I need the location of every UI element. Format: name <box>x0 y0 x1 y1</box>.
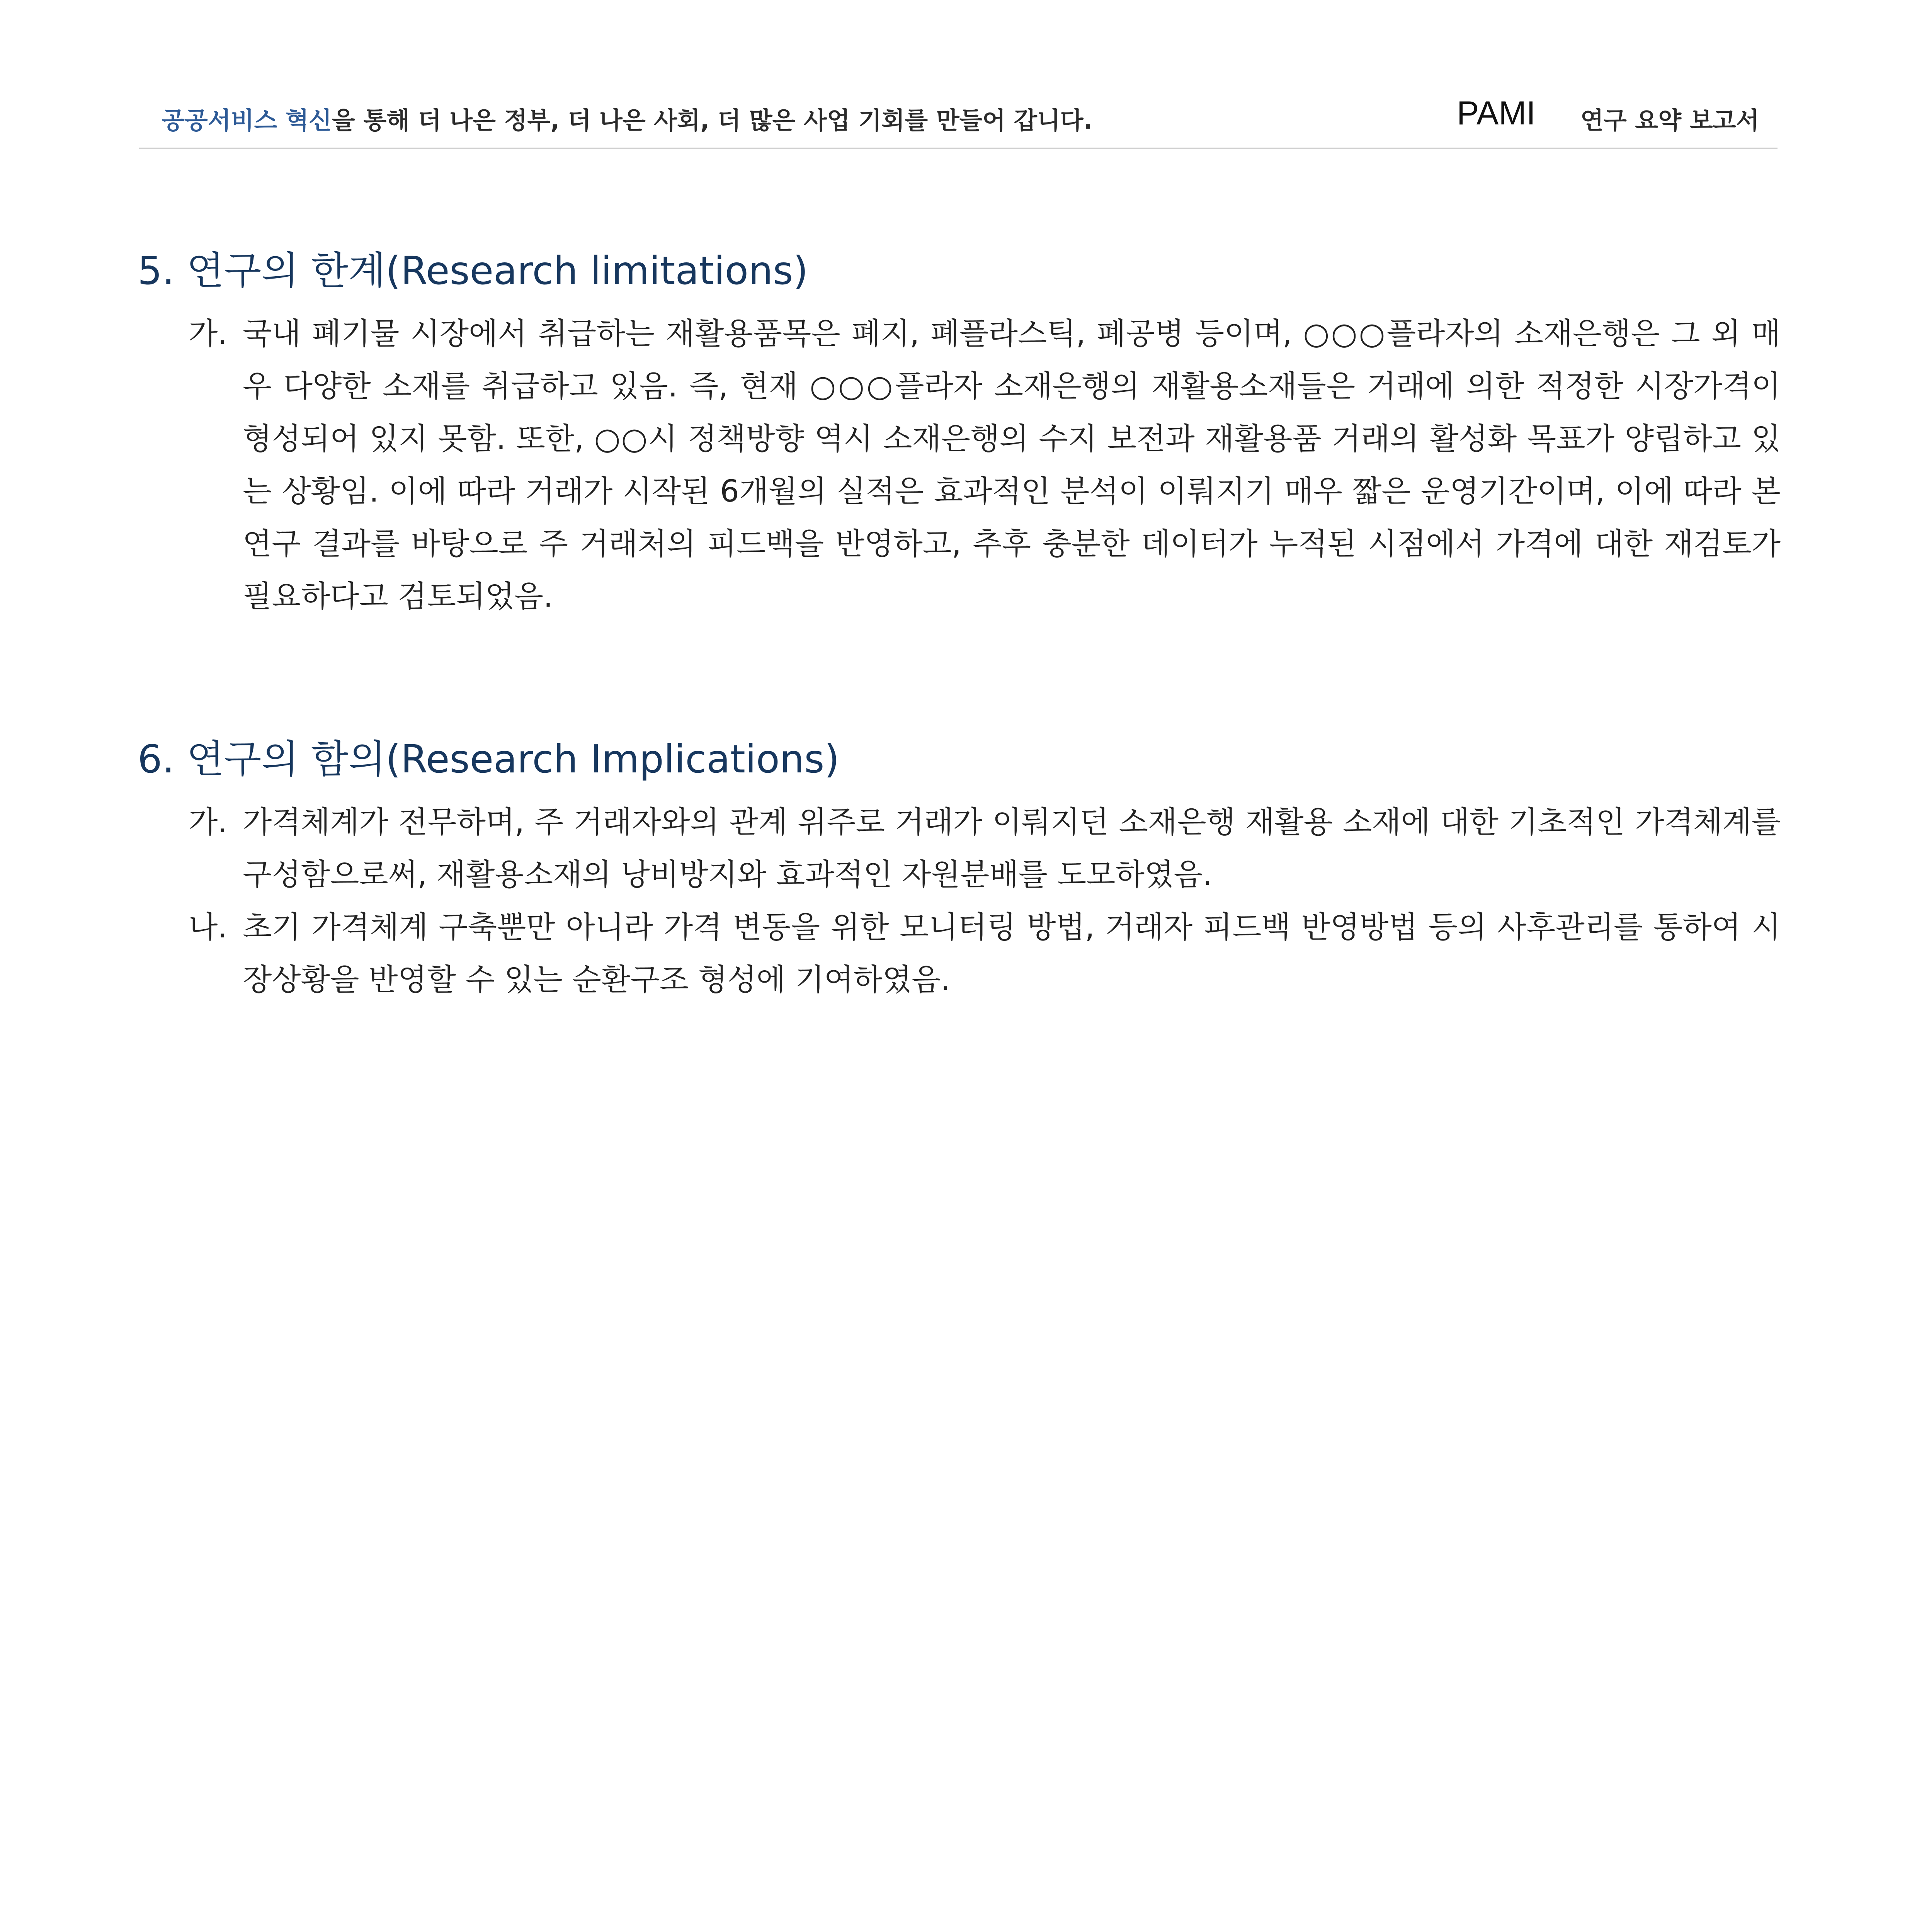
item-text: 초기 가격체계 구축뿐만 아니라 가격 변동을 위한 모니터링 방법, 거래자 피드백 반영방법 등의 사후관리를 통하여 시장상황을 반영할 수 있는 순환구조 형성에 기여하였음. <box>243 910 1781 997</box>
brand-logo-text: PAMI <box>1457 95 1536 132</box>
item-marker: 가. <box>189 316 228 351</box>
header-slogan <box>162 101 1092 136</box>
item-marker: 가. <box>189 805 228 840</box>
item-text: 국내 폐기물 시장에서 취급하는 재활용품목은 폐지, 폐플라스틱, 폐공병 등이며, ○○○플라자의 소재은행은 그 외 매우 다양한 소재를 취급하고 있음. 즉, 현재 ○○○플라자 소재은행의 재활용소재들은 거래에 의한 적정한 시장가격이 형성되어 있지 못함. 또한, ○○시 정책방향 역시 소재은행의 수지 보전과 재활용품 거래의 활성화 목표가 양립하고 있는 상황임. 이에 따라 거래가 시작된 6개월의 실적은 효과적인 분석이 이뤄지기 매우 짧은 운영기간이며, 이에 따라 본 연구 결과를 바탕으로 주 거래처의 피드백을 반영하고, 추후 충분한 데이터가 누적된 시점에서 가격에 대한 재검토가 필요하다고 검토되었음. <box>243 316 1781 614</box>
slogan-highlight: 공공서비스 혁신 <box>162 106 332 134</box>
section-title-implications: 6. 연구의 함의(Research Implications) <box>138 736 840 782</box>
paragraph-implications-2 <box>189 901 1781 1006</box>
slogan-rest: 을 통해 더 나은 정부, 더 나은 사회, 더 많은 사업 기회를 만들어 갑니다. <box>332 106 1093 134</box>
item-marker: 나. <box>189 910 228 945</box>
item-text: 가격체계가 전무하며, 주 거래자와의 관계 위주로 거래가 이뤄지던 소재은행 재활용 소재에 대한 기초적인 가격체계를 구성함으로써, 재활용소재의 낭비방지와 효과적인 자원분배를 도모하였음. <box>243 805 1781 892</box>
header-divider <box>139 148 1778 149</box>
section-title-limitations: 5. 연구의 한계(Research limitations) <box>138 248 808 293</box>
report-type: 연구 요약 보고서 <box>1580 106 1759 134</box>
paragraph-implications-1 <box>189 796 1781 901</box>
paragraph-limitations <box>189 308 1781 623</box>
